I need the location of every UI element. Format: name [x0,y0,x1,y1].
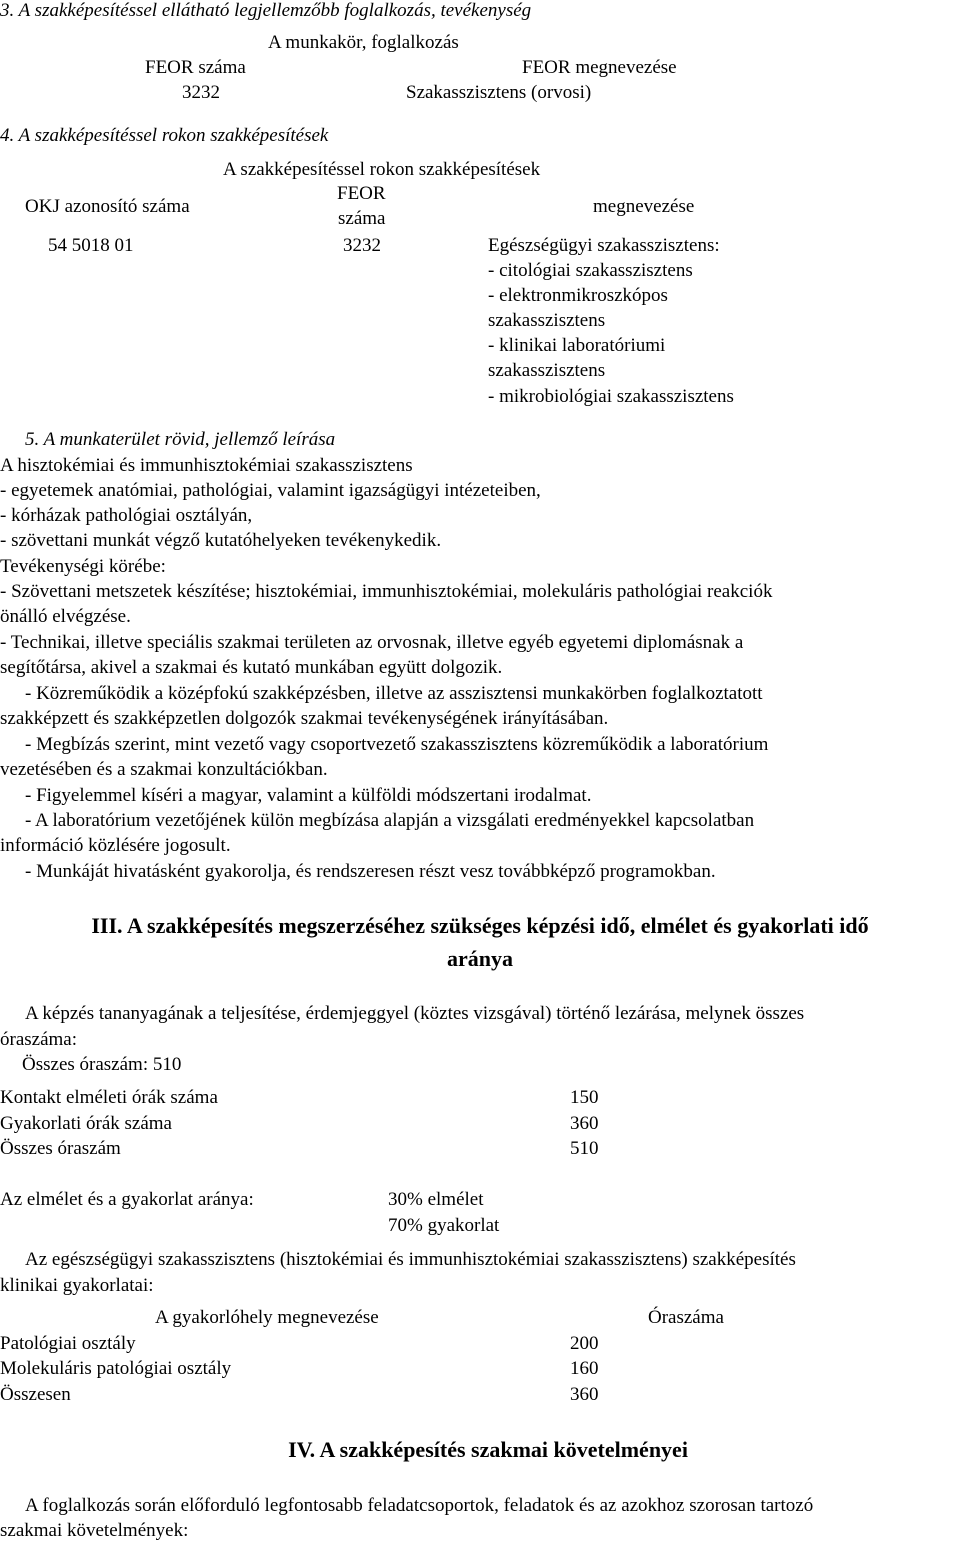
place-hours-header: Óraszáma [648,1307,724,1328]
description-line: - A laboratórium vezetőjének külön megbízása alapján a vizsgálati eredményekkel kapcsolatban [25,810,755,831]
related-table-title: A szakképesítéssel rokon szakképesítések [223,159,541,180]
okj-header: OKJ azonosító száma [25,196,190,217]
description-line: vezetésében és a szakmai konzultációkban. [0,759,328,780]
description-line: - Munkáját hivatásként gyakorolja, és rendszeresen részt vesz továbbképző programokban. [25,861,716,882]
place-hours: 200 [570,1333,599,1354]
feor-code-value: 3232 [182,82,220,103]
related-name-line: - mikrobiológiai szakasszisztens [488,386,734,407]
description-line: - szövettani munkát végző kutatóhelyeken tevékenykedik. [0,530,442,551]
ratio-practice: 70% gyakorlat [388,1215,500,1236]
description-line: - Szövettani metszetek készítése; hisztokémiai, immunhisztokémiai, molekuláris pathológiai reakciók [0,581,773,602]
training-intro-line1: A képzés tananyagának a teljesítése, érdemjeggyel (köztes vizsgával) történő lezárása, melynek összes [25,1003,805,1024]
clinical-intro-line2: klinikai gyakorlatai: [0,1275,154,1296]
name-header: megnevezése [593,196,695,217]
description-line: - Megbízás szerint, mint vezető vagy csoportvezető szakasszisztens közreműködik a laboratórium [25,734,769,755]
ratio-label: Az elmélet és a gyakorlat aránya: [0,1189,254,1210]
requirements-intro-line2: szakmai követelmények: [0,1520,189,1541]
place-name: Patológiai osztály [0,1333,136,1354]
chapter-4-title: IV. A szakképesítés szakmai követelményei [288,1437,688,1462]
hours-value: 360 [570,1113,599,1134]
requirements-intro-line1: A foglalkozás során előforduló legfontosabb feladatcsoportok, feladatok és az azokhoz szorosan tartozó [25,1495,814,1516]
place-name: Összesen [0,1384,71,1405]
section-5-heading: 5. A munkaterület rövid, jellemző leírása [25,429,336,450]
related-name-line: szakasszisztens [488,310,606,331]
hours-label: Gyakorlati órák száma [0,1113,172,1134]
place-name: Molekuláris patológiai osztály [0,1358,232,1379]
place-hours: 160 [570,1358,599,1379]
chapter-3-title-line1: III. A szakképesítés megszerzéséhez szükséges képzési idő, elmélet és gyakorlati idő [91,913,869,938]
hours-value: 150 [570,1087,599,1108]
related-name-line: szakasszisztens [488,360,606,381]
description-line: önálló elvégzése. [0,606,131,627]
related-name-line: - elektronmikroszkópos [488,285,668,306]
chapter-3-title-line2: aránya [447,946,513,971]
description-line: - Technikai, illetve speciális szakmai területen az orvosnak, illetve egyéb egyetemi diplomásnak a [0,632,744,653]
hours-label: Összes óraszám [0,1138,121,1159]
feor-name-header: FEOR megnevezése [522,57,677,78]
feor-header-line1: FEOR [337,183,386,204]
hours-label: Kontakt elméleti órák száma [0,1087,218,1108]
feor-name-value: Szakasszisztens (orvosi) [406,82,592,103]
related-name-line: - citológiai szakasszisztens [488,260,693,281]
description-line: - Figyelemmel kíséri a magyar, valamint a külföldi módszertani irodalmat. [25,785,592,806]
section-4-heading: 4. A szakképesítéssel rokon szakképesítések [0,125,329,146]
clinical-intro-line1: Az egészségügyi szakasszisztens (hisztokémiai és immunhisztokémiai szakasszisztens) szakképesítés [25,1249,796,1270]
related-feor-value: 3232 [343,235,381,256]
description-line: szakképzett és szakképzetlen dolgozók szakmai tevékenységének irányításában. [0,708,609,729]
occupation-table-title: A munkakör, foglalkozás [268,32,459,53]
description-line: segítőtársa, akivel a szakmai és kutató munkában együtt dolgozik. [0,657,503,678]
description-line: - egyetemek anatómiai, pathológiai, valamint igazságügyi intézeteiben, [0,480,541,501]
description-line: - Közreműködik a középfokú szakképzésben, illetve az asszisztensi munkakörben foglalkoztatott [25,683,763,704]
ratio-theory: 30% elmélet [388,1189,484,1210]
place-header: A gyakorlóhely megnevezése [155,1307,379,1328]
section-3-heading: 3. A szakképesítéssel ellátható legjellemzőbb foglalkozás, tevékenység [0,0,532,21]
description-line: A hisztokémiai és immunhisztokémiai szakasszisztens [0,455,413,476]
place-hours: 360 [570,1384,599,1405]
related-name-line: Egészségügyi szakasszisztens: [488,235,720,256]
training-intro-line2: óraszáma: [0,1029,78,1050]
hours-value: 510 [570,1138,599,1159]
feor-header-line2: száma [338,208,386,229]
total-hours-line: Összes óraszám: 510 [22,1054,182,1075]
description-line: információ közlésére jogosult. [0,835,231,856]
related-name-line: - klinikai laboratóriumi [488,335,666,356]
feor-code-header: FEOR száma [145,57,246,78]
okj-value: 54 5018 01 [48,235,134,256]
description-line: - kórházak pathológiai osztályán, [0,505,253,526]
description-line: Tevékenységi körébe: [0,556,166,577]
